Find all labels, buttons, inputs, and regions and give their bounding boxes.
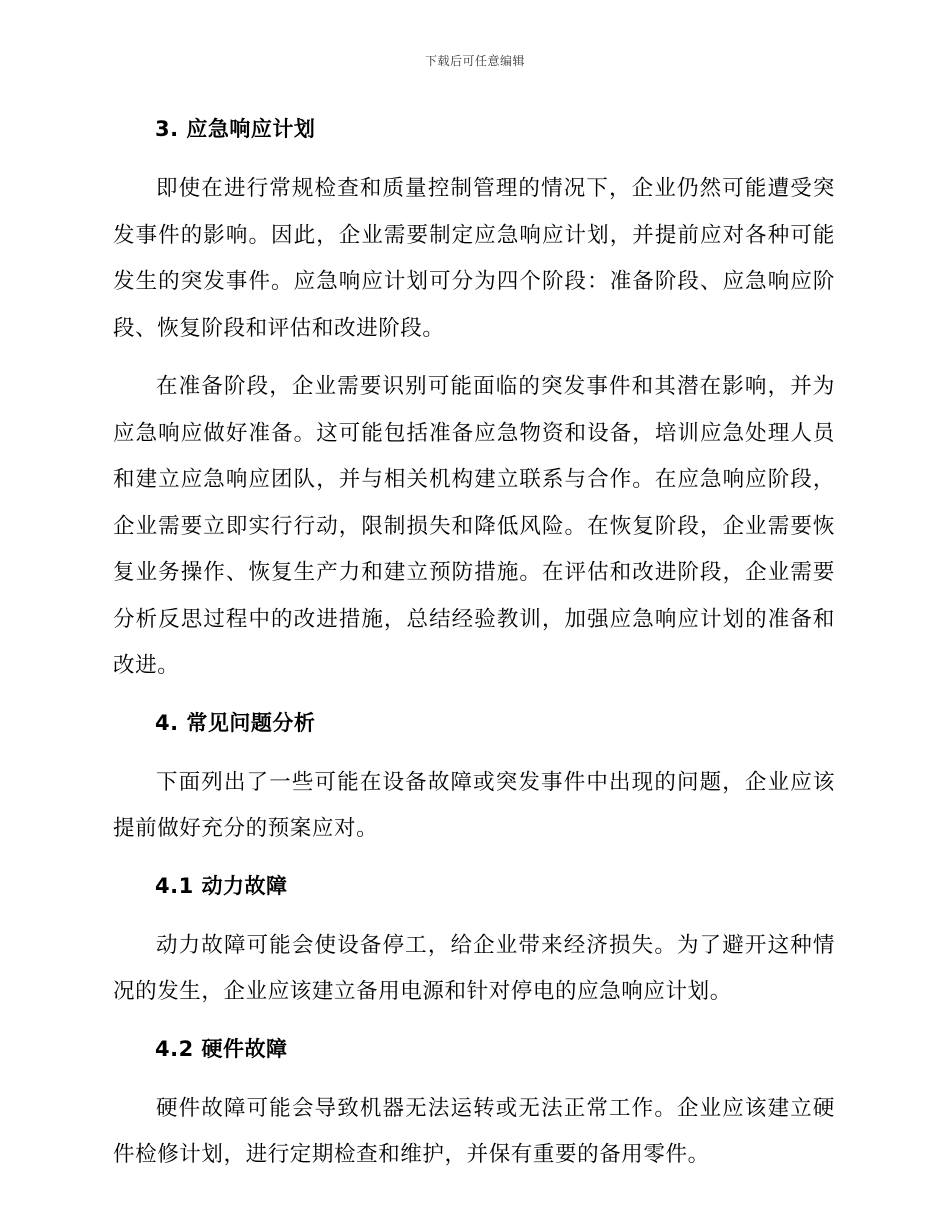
paragraph-power-failure: 动力故障可能会使设备停工，给企业带来经济损失。为了避开这种情况的发生，企业应该建立备用电源和针对停电的应急响应计划。: [113, 932, 835, 1004]
paragraph-emergency-stages: 在准备阶段，企业需要识别可能面临的突发事件和其潜在影响，并为应急响应做好准备。这可能包括准备应急物资和设备，培训应急处理人员和建立应急响应团队，并与相关机构建立联系与合作。在应急响应阶段，企业需要立即实行行动，限制损失和降低风险。在恢复阶段，企业需要恢复业务操作、恢复生产力和建立预防措施。在评估和改进阶段，企业需要分析反思过程中的改进措施，总结经验教训，加强应急响应计划的准备和改进。: [113, 374, 835, 678]
section-heading-power-failure: 4.1 动力故障: [155, 873, 288, 898]
paragraph-emergency-intro: 即使在进行常规检查和质量控制管理的情况下，企业仍然可能遭受突发事件的影响。因此，企业需要制定应急响应计划，并提前应对各种可能发生的突发事件。应急响应计划可分为四个阶段：准备阶段、应急响应阶段、恢复阶段和评估和改进阶段。: [113, 176, 835, 341]
section-heading-hardware-failure: 4.2 硬件故障: [155, 1036, 288, 1061]
section-heading-common-problems: 4. 常见问题分析: [155, 710, 316, 735]
section-heading-emergency-response: 3. 应急响应计划: [155, 117, 316, 141]
paragraph-common-problems: 下面列出了一些可能在设备故障或突发事件中出现的问题，企业应该提前做好充分的预案应对。: [113, 769, 835, 841]
document-body: [113, 108, 835, 1191]
paragraph-hardware-failure: 硬件故障可能会导致机器无法运转或无法正常工作。企业应该建立硬件检修计划，进行定期检查和维护，并保有重要的备用零件。: [113, 1095, 835, 1167]
page-header: 下载后可任意编辑: [424, 54, 525, 68]
